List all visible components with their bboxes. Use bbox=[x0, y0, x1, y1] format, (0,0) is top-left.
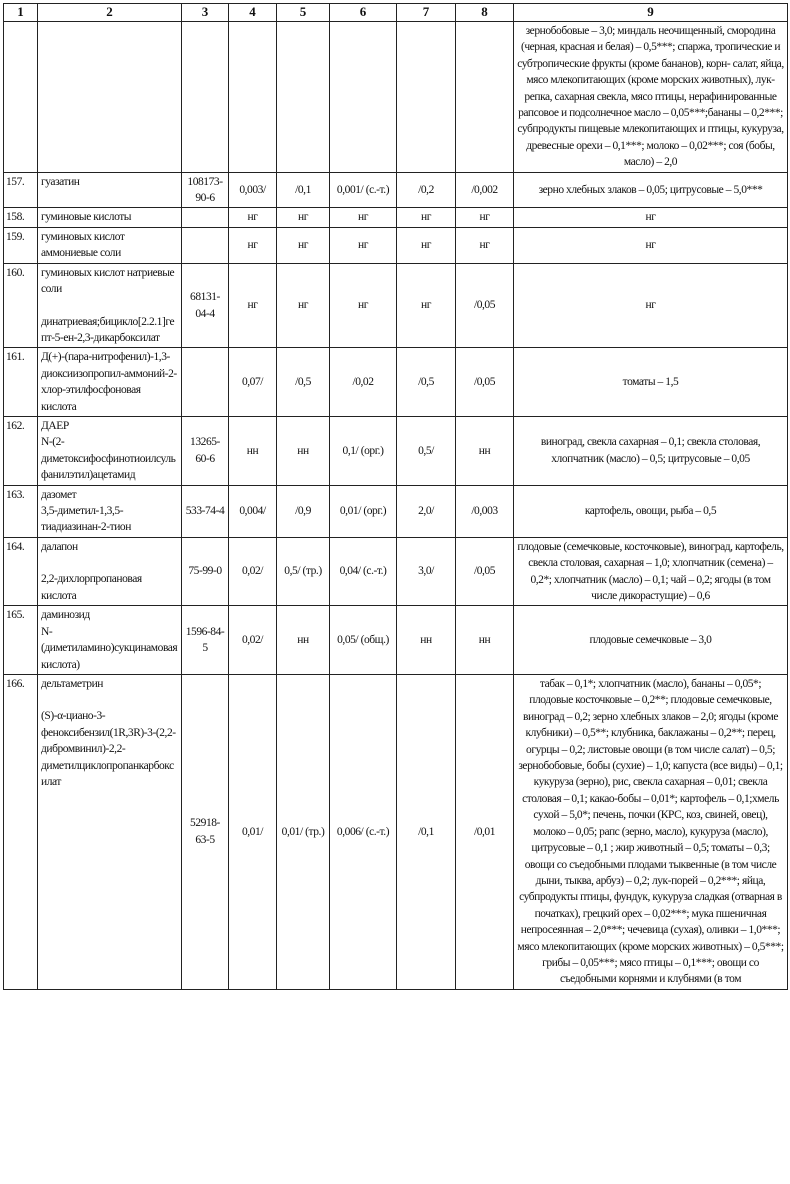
cas-number: 68131-04-4 bbox=[182, 263, 229, 348]
substance-name: Д(+)-(пара-нитрофенил)-1,3-диоксиизопропил-аммоний-2-хлор-этилфосфоновая кислота bbox=[38, 348, 182, 417]
substance-name: даминозид N-(диметиламино)сукцинамовая кислота) bbox=[38, 606, 182, 675]
residue-limits: плодовые (семечковые, косточковые), виноград, картофель, свекла столовая, сахарная – 1,0; хлопчатник (семена) – 0,2*; хлопчатник (масло) – 0,1; чай – 0,2; ягоды (в том числе дикорастущие) – 0,6 bbox=[514, 537, 788, 606]
header-cell: 6 bbox=[330, 4, 397, 22]
cas-number: 1596-84-5 bbox=[182, 606, 229, 675]
table-row bbox=[4, 208, 788, 227]
cas-number: 533-74-4 bbox=[182, 485, 229, 537]
row-number: 161. bbox=[4, 348, 38, 417]
value-col6: 0,001/ (с.-т.) bbox=[330, 172, 397, 208]
value-col8: /0,01 bbox=[456, 675, 514, 990]
table-row bbox=[4, 263, 788, 348]
header-cell: 5 bbox=[277, 4, 330, 22]
cas-number: 13265-60-6 bbox=[182, 416, 229, 485]
value-col5: нг bbox=[277, 227, 330, 263]
header-cell: 7 bbox=[397, 4, 456, 22]
value-col4: 0,07/ bbox=[229, 348, 277, 417]
cas-number bbox=[182, 22, 229, 173]
substance-name: дазомет 3,5-диметил-1,3,5-тиадиазинан-2-тион bbox=[38, 485, 182, 537]
value-col6: нг bbox=[330, 208, 397, 227]
value-col8 bbox=[456, 22, 514, 173]
value-col6: 0,1/ (орг.) bbox=[330, 416, 397, 485]
substance-name: гуминовые кислоты bbox=[38, 208, 182, 227]
cas-number: 52918-63-5 bbox=[182, 675, 229, 990]
value-col8: нг bbox=[456, 227, 514, 263]
value-col8: /0,05 bbox=[456, 263, 514, 348]
residue-limits: зерно хлебных злаков – 0,05; цитрусовые – 5,0*** bbox=[514, 172, 788, 208]
header-row bbox=[4, 4, 788, 22]
value-col5: нн bbox=[277, 416, 330, 485]
row-number: 162. bbox=[4, 416, 38, 485]
value-col5: нн bbox=[277, 606, 330, 675]
cas-number bbox=[182, 208, 229, 227]
value-col6: 0,05/ (общ.) bbox=[330, 606, 397, 675]
row-number: 159. bbox=[4, 227, 38, 263]
table-row bbox=[4, 485, 788, 537]
table-row bbox=[4, 537, 788, 606]
pesticide-table bbox=[3, 3, 788, 990]
row-number: 165. bbox=[4, 606, 38, 675]
substance-name: ДАЕР N-(2-диметоксифосфинотиоилсульфанилэтил)ацетамид bbox=[38, 416, 182, 485]
value-col6: нг bbox=[330, 227, 397, 263]
value-col6: 0,04/ (с.-т.) bbox=[330, 537, 397, 606]
substance-name: гуминовых кислот аммониевые соли bbox=[38, 227, 182, 263]
value-col5: нг bbox=[277, 208, 330, 227]
value-col4: 0,02/ bbox=[229, 606, 277, 675]
value-col7: /0,1 bbox=[397, 675, 456, 990]
value-col4: 0,02/ bbox=[229, 537, 277, 606]
value-col4: 0,004/ bbox=[229, 485, 277, 537]
value-col8: /0,05 bbox=[456, 348, 514, 417]
row-number: 163. bbox=[4, 485, 38, 537]
row-number: 158. bbox=[4, 208, 38, 227]
value-col8: /0,05 bbox=[456, 537, 514, 606]
value-col7: /0,5 bbox=[397, 348, 456, 417]
residue-limits: виноград, свекла сахарная – 0,1; свекла столовая, хлопчатник (масло) – 0,5; цитрусовые – 0,05 bbox=[514, 416, 788, 485]
header-cell: 9 bbox=[514, 4, 788, 22]
row-number: 157. bbox=[4, 172, 38, 208]
value-col6: нг bbox=[330, 263, 397, 348]
header-cell: 3 bbox=[182, 4, 229, 22]
header-cell: 8 bbox=[456, 4, 514, 22]
substance-name: дельтаметрин (S)-α-циано-3-феноксибензил(1R,3R)-3-(2,2-дибромвинил)-2,2-диметилциклопропанкарбоксилат bbox=[38, 675, 182, 990]
value-col4: нг bbox=[229, 227, 277, 263]
value-col7: 0,5/ bbox=[397, 416, 456, 485]
value-col6: 0,01/ (орг.) bbox=[330, 485, 397, 537]
value-col5: 0,01/ (тр.) bbox=[277, 675, 330, 990]
value-col8: /0,002 bbox=[456, 172, 514, 208]
table-row bbox=[4, 348, 788, 417]
row-number bbox=[4, 22, 38, 173]
value-col7: /0,2 bbox=[397, 172, 456, 208]
value-col8: /0,003 bbox=[456, 485, 514, 537]
value-col7: нг bbox=[397, 208, 456, 227]
table-row bbox=[4, 606, 788, 675]
value-col5: 0,5/ (тр.) bbox=[277, 537, 330, 606]
value-col4: нг bbox=[229, 208, 277, 227]
value-col5: нг bbox=[277, 263, 330, 348]
value-col4: нн bbox=[229, 416, 277, 485]
value-col4: нг bbox=[229, 263, 277, 348]
value-col5: /0,1 bbox=[277, 172, 330, 208]
value-col6 bbox=[330, 22, 397, 173]
value-col4: 0,003/ bbox=[229, 172, 277, 208]
value-col5: /0,5 bbox=[277, 348, 330, 417]
cas-number: 75-99-0 bbox=[182, 537, 229, 606]
value-col8: нн bbox=[456, 416, 514, 485]
value-col6: 0,006/ (с.-т.) bbox=[330, 675, 397, 990]
value-col7: нн bbox=[397, 606, 456, 675]
residue-limits: нг bbox=[514, 208, 788, 227]
value-col4 bbox=[229, 22, 277, 173]
table-row bbox=[4, 675, 788, 990]
value-col7: нг bbox=[397, 227, 456, 263]
value-col4: 0,01/ bbox=[229, 675, 277, 990]
substance-name bbox=[38, 22, 182, 173]
header-cell: 4 bbox=[229, 4, 277, 22]
value-col5 bbox=[277, 22, 330, 173]
row-number: 166. bbox=[4, 675, 38, 990]
row-number: 160. bbox=[4, 263, 38, 348]
cas-number bbox=[182, 227, 229, 263]
row-number: 164. bbox=[4, 537, 38, 606]
residue-limits: нг bbox=[514, 227, 788, 263]
substance-name: гуминовых кислот натриевые соли динатриевая;бицикло[2.2.1]гепт-5-ен-2,3-дикарбоксилат bbox=[38, 263, 182, 348]
value-col8: нг bbox=[456, 208, 514, 227]
table-row bbox=[4, 172, 788, 208]
residue-limits: нг bbox=[514, 263, 788, 348]
table-row bbox=[4, 227, 788, 263]
cas-number bbox=[182, 348, 229, 417]
header-cell: 2 bbox=[38, 4, 182, 22]
value-col5: /0,9 bbox=[277, 485, 330, 537]
residue-limits: томаты – 1,5 bbox=[514, 348, 788, 417]
substance-name: далапон 2,2-дихлорпропановая кислота bbox=[38, 537, 182, 606]
residue-limits: плодовые семечковые – 3,0 bbox=[514, 606, 788, 675]
header-cell: 1 bbox=[4, 4, 38, 22]
substance-name: гуазатин bbox=[38, 172, 182, 208]
residue-limits: зернобобовые – 3,0; миндаль неочищенный, смородина (черная, красная и белая) – 0,5***; спаржа, тропические и субтропические фрукты (кроме бананов), корн- салат, яйца, мясо млекопитающих (кроме морских животных), лук-репка, сахарная свекла, мясо птицы, нерафинированные рапсовое и подсолнечное масло – 0,05***;бананы – 0,2***; субпродукты пищевые млекопитающих и птицы, кукуруза, древесные орехи – 0,1***; молоко – 0,02***; соя (бобы, масло) – 2,0 bbox=[514, 22, 788, 173]
value-col8: нн bbox=[456, 606, 514, 675]
value-col7: 3,0/ bbox=[397, 537, 456, 606]
table-row bbox=[4, 416, 788, 485]
value-col7 bbox=[397, 22, 456, 173]
table-row bbox=[4, 22, 788, 173]
value-col7: нг bbox=[397, 263, 456, 348]
value-col7: 2,0/ bbox=[397, 485, 456, 537]
residue-limits: табак – 0,1*; хлопчатник (масло), бананы – 0,05*; плодовые косточковые – 0,2**; плодовые семечковые, виноград – 0,2; зерно хлебных злаков – 2,0; ягоды (кроме клубники) – 0,5**; клубника, баклажаны – 0,2**; перец, огурцы – 0,2; листовые овощи (в том числе салат) – 0,5; зернобобовые, бобы (сухие) – 1,0; капуста (все виды) – 0,1; кукуруза (зерно), рис, свекла сахарная – 0,01; свекла столовая – 0,1; какао-бобы – 0,01*; картофель – 0,1;хмель сухой – 5,0*; печень, почки (КРС, коз, свиней, овец), молоко – 0,05; рапс (зерно, масло), кукуруза (масло), цитрусовые – 0,1 ; жир животный – 0,5; томаты – 0,3; овощи со съедобными плодами тыквенные (в том числе дыни, тыква, арбуз) – 0,2; лук-порей – 0,2***; яйца, субпродукты птицы, фундук, кукуруза сладкая (отварная в початках), грецкий орех – 0,02***; мука пшеничная непросеянная – 2,0***; чечевица (сухая), оливки – 1,0***; мясо млекопитающих (кроме морских животных) – 0,5***; грибы – 0,05***; мясо птицы – 0,1***; овощи со съедобными корнями и клубнями (в том bbox=[514, 675, 788, 990]
residue-limits: картофель, овощи, рыба – 0,5 bbox=[514, 485, 788, 537]
cas-number: 108173-90-6 bbox=[182, 172, 229, 208]
value-col6: /0,02 bbox=[330, 348, 397, 417]
